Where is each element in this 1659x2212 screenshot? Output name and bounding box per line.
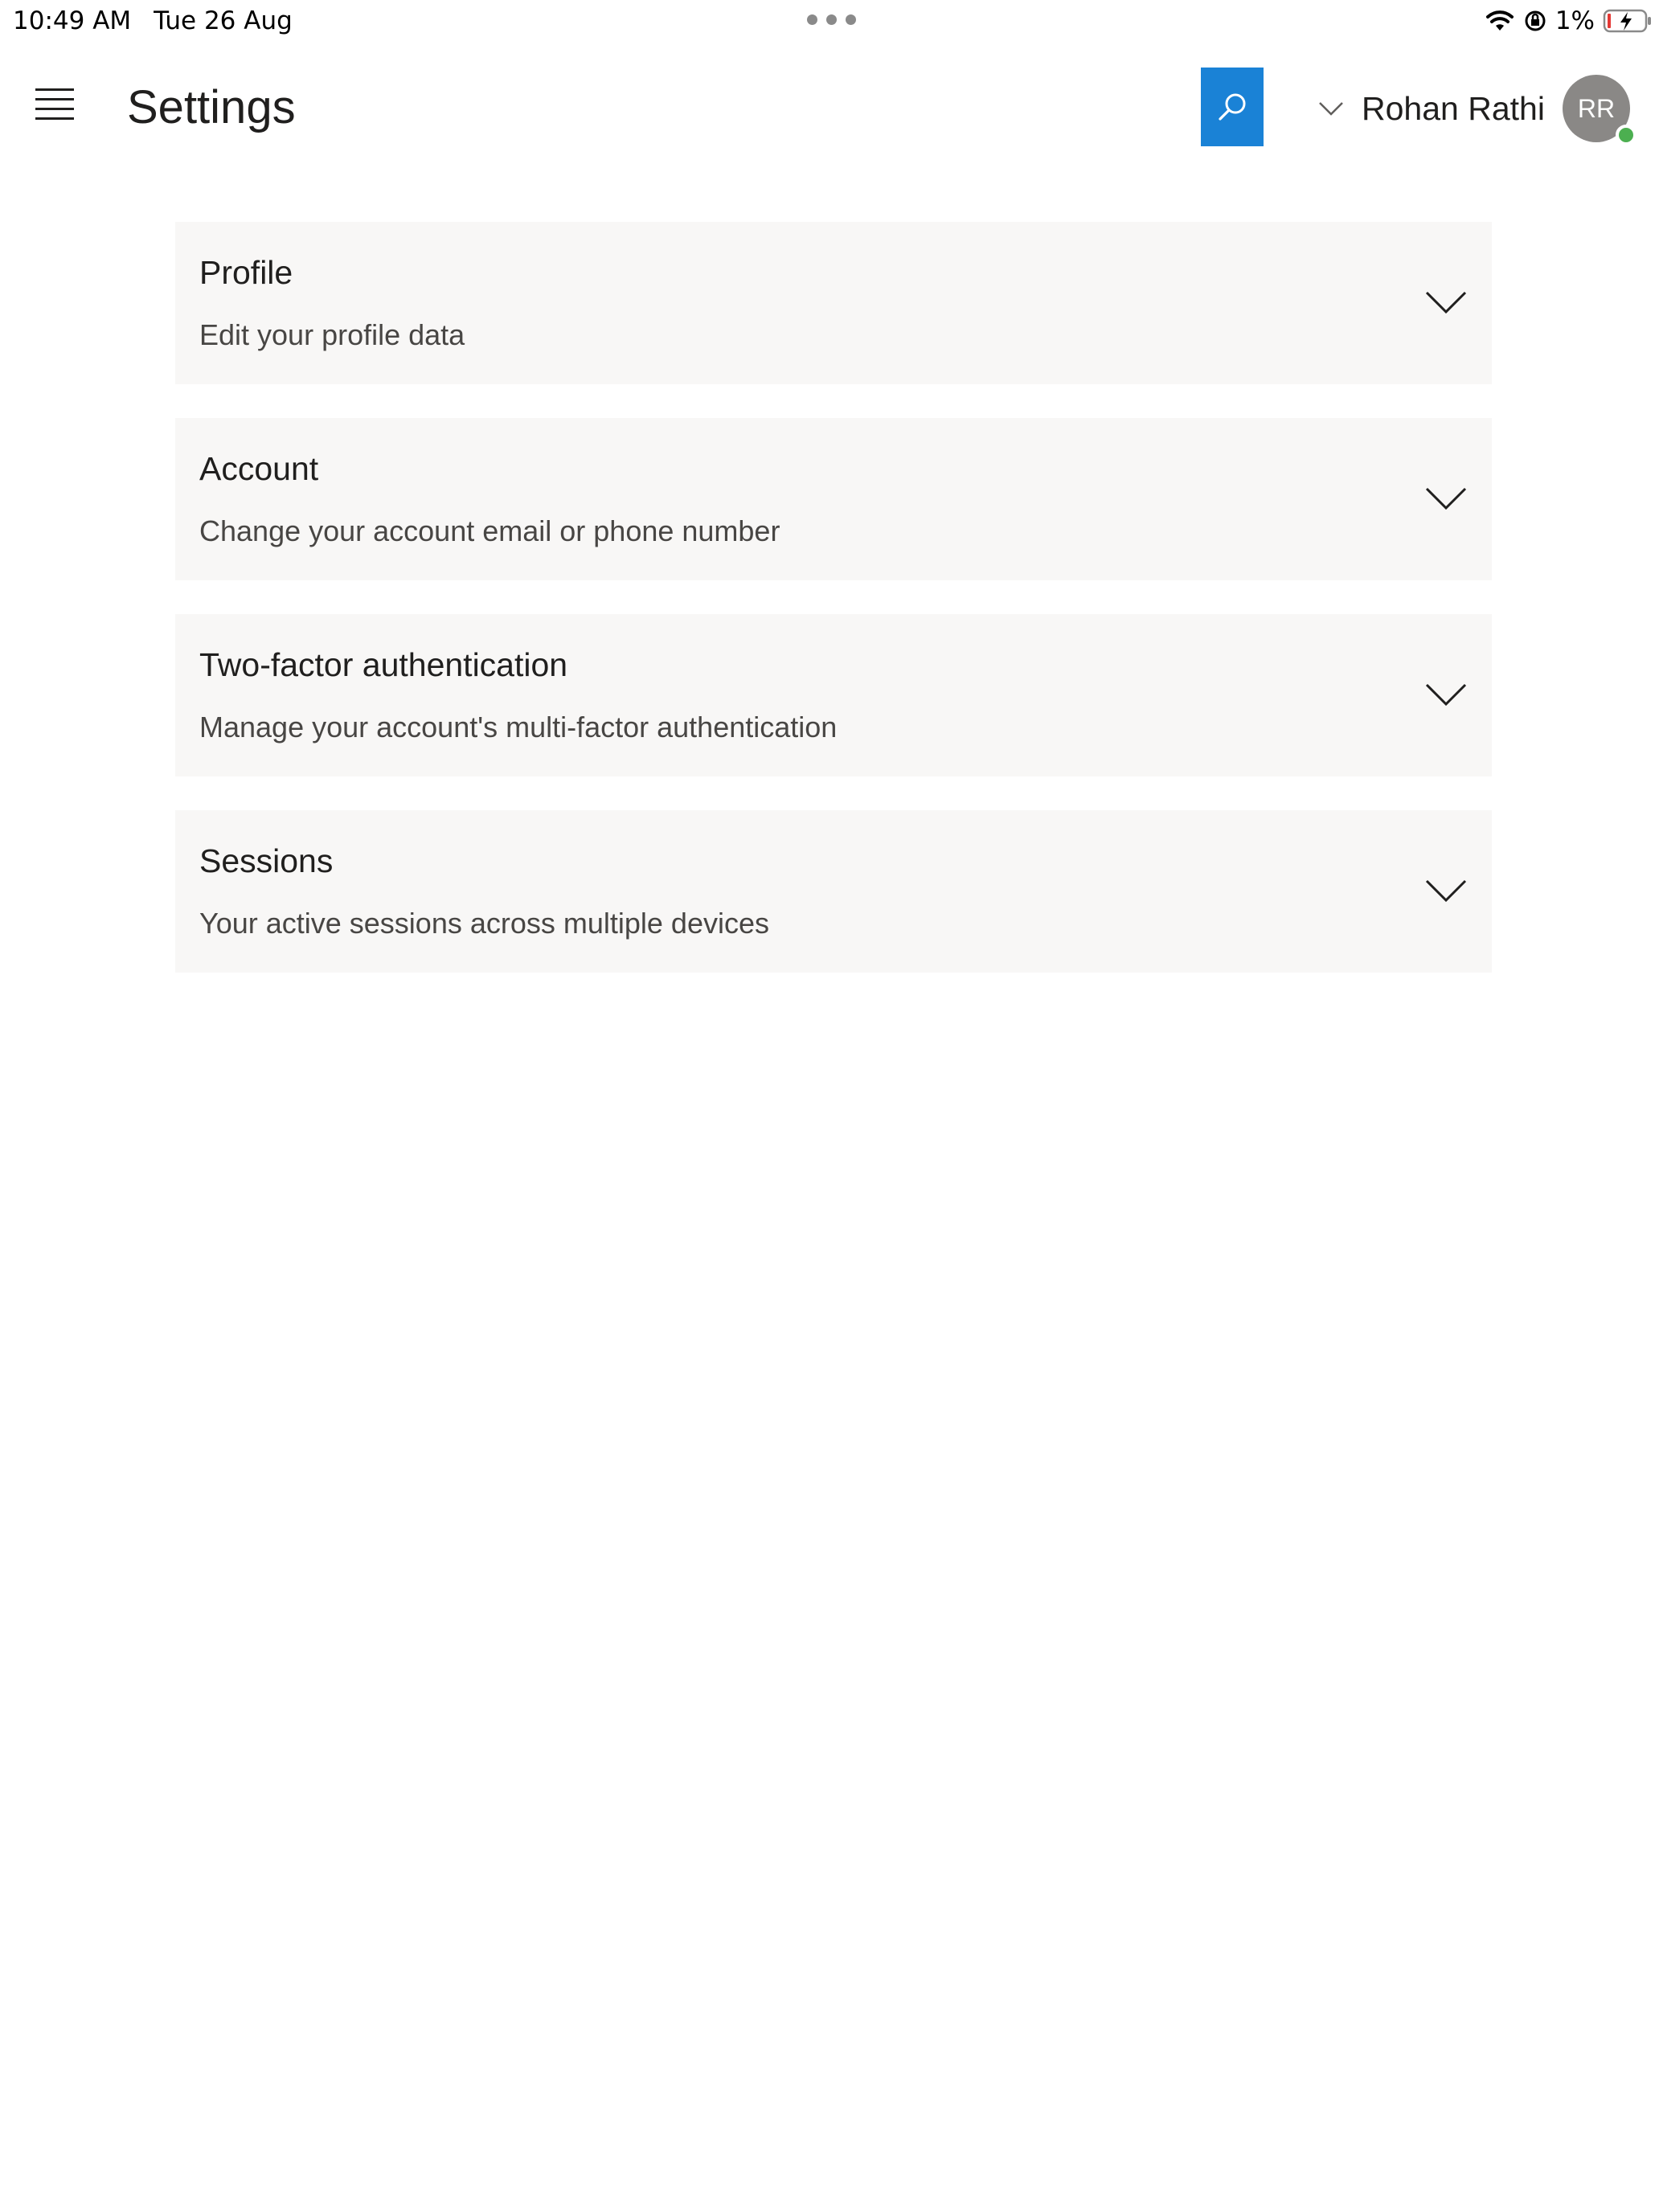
status-time-date	[13, 6, 293, 35]
wifi-icon	[1485, 9, 1515, 33]
status-indicators	[1485, 5, 1653, 37]
hamburger-menu-button[interactable]	[35, 87, 74, 125]
section-title: Profile	[199, 254, 293, 291]
section-two-factor-authentication[interactable]	[175, 614, 1492, 776]
settings-sections	[175, 222, 1492, 1006]
section-title: Account	[199, 450, 319, 487]
search-button[interactable]	[1201, 68, 1264, 146]
chevron-down-icon[interactable]	[1424, 682, 1468, 709]
avatar[interactable]	[1563, 75, 1630, 142]
avatar-initials: RR	[1577, 93, 1616, 123]
section-subtitle: Edit your profile data	[199, 318, 465, 351]
chevron-down-icon[interactable]	[1424, 289, 1468, 317]
battery-percent: 1%	[1555, 6, 1595, 35]
section-title: Sessions	[199, 842, 334, 879]
status-time: 10:49 AM	[13, 6, 132, 35]
page-title: Settings	[127, 81, 296, 133]
presence-status-dot	[1616, 125, 1636, 145]
battery-charging-icon	[1603, 8, 1653, 34]
orientation-lock-icon	[1523, 9, 1547, 33]
user-name: Rohan Rathi	[1362, 89, 1545, 127]
section-subtitle: Manage your account's multi-factor authentication	[199, 711, 838, 743]
status-bar	[0, 0, 1659, 45]
status-date: Tue 26 Aug	[154, 6, 293, 35]
section-title: Two-factor authentication	[199, 646, 568, 683]
section-profile[interactable]	[175, 222, 1492, 384]
section-subtitle: Your active sessions across multiple devices	[199, 907, 769, 940]
section-account[interactable]	[175, 418, 1492, 580]
section-sessions[interactable]	[175, 810, 1492, 973]
chevron-down-icon[interactable]	[1424, 485, 1468, 513]
user-menu[interactable]	[1318, 72, 1630, 145]
section-subtitle: Change your account email or phone number	[199, 514, 780, 547]
multitasking-dots-icon[interactable]	[807, 14, 856, 25]
chevron-down-icon[interactable]	[1424, 878, 1468, 905]
chevron-down-icon	[1318, 100, 1344, 117]
search-icon	[1216, 91, 1248, 123]
